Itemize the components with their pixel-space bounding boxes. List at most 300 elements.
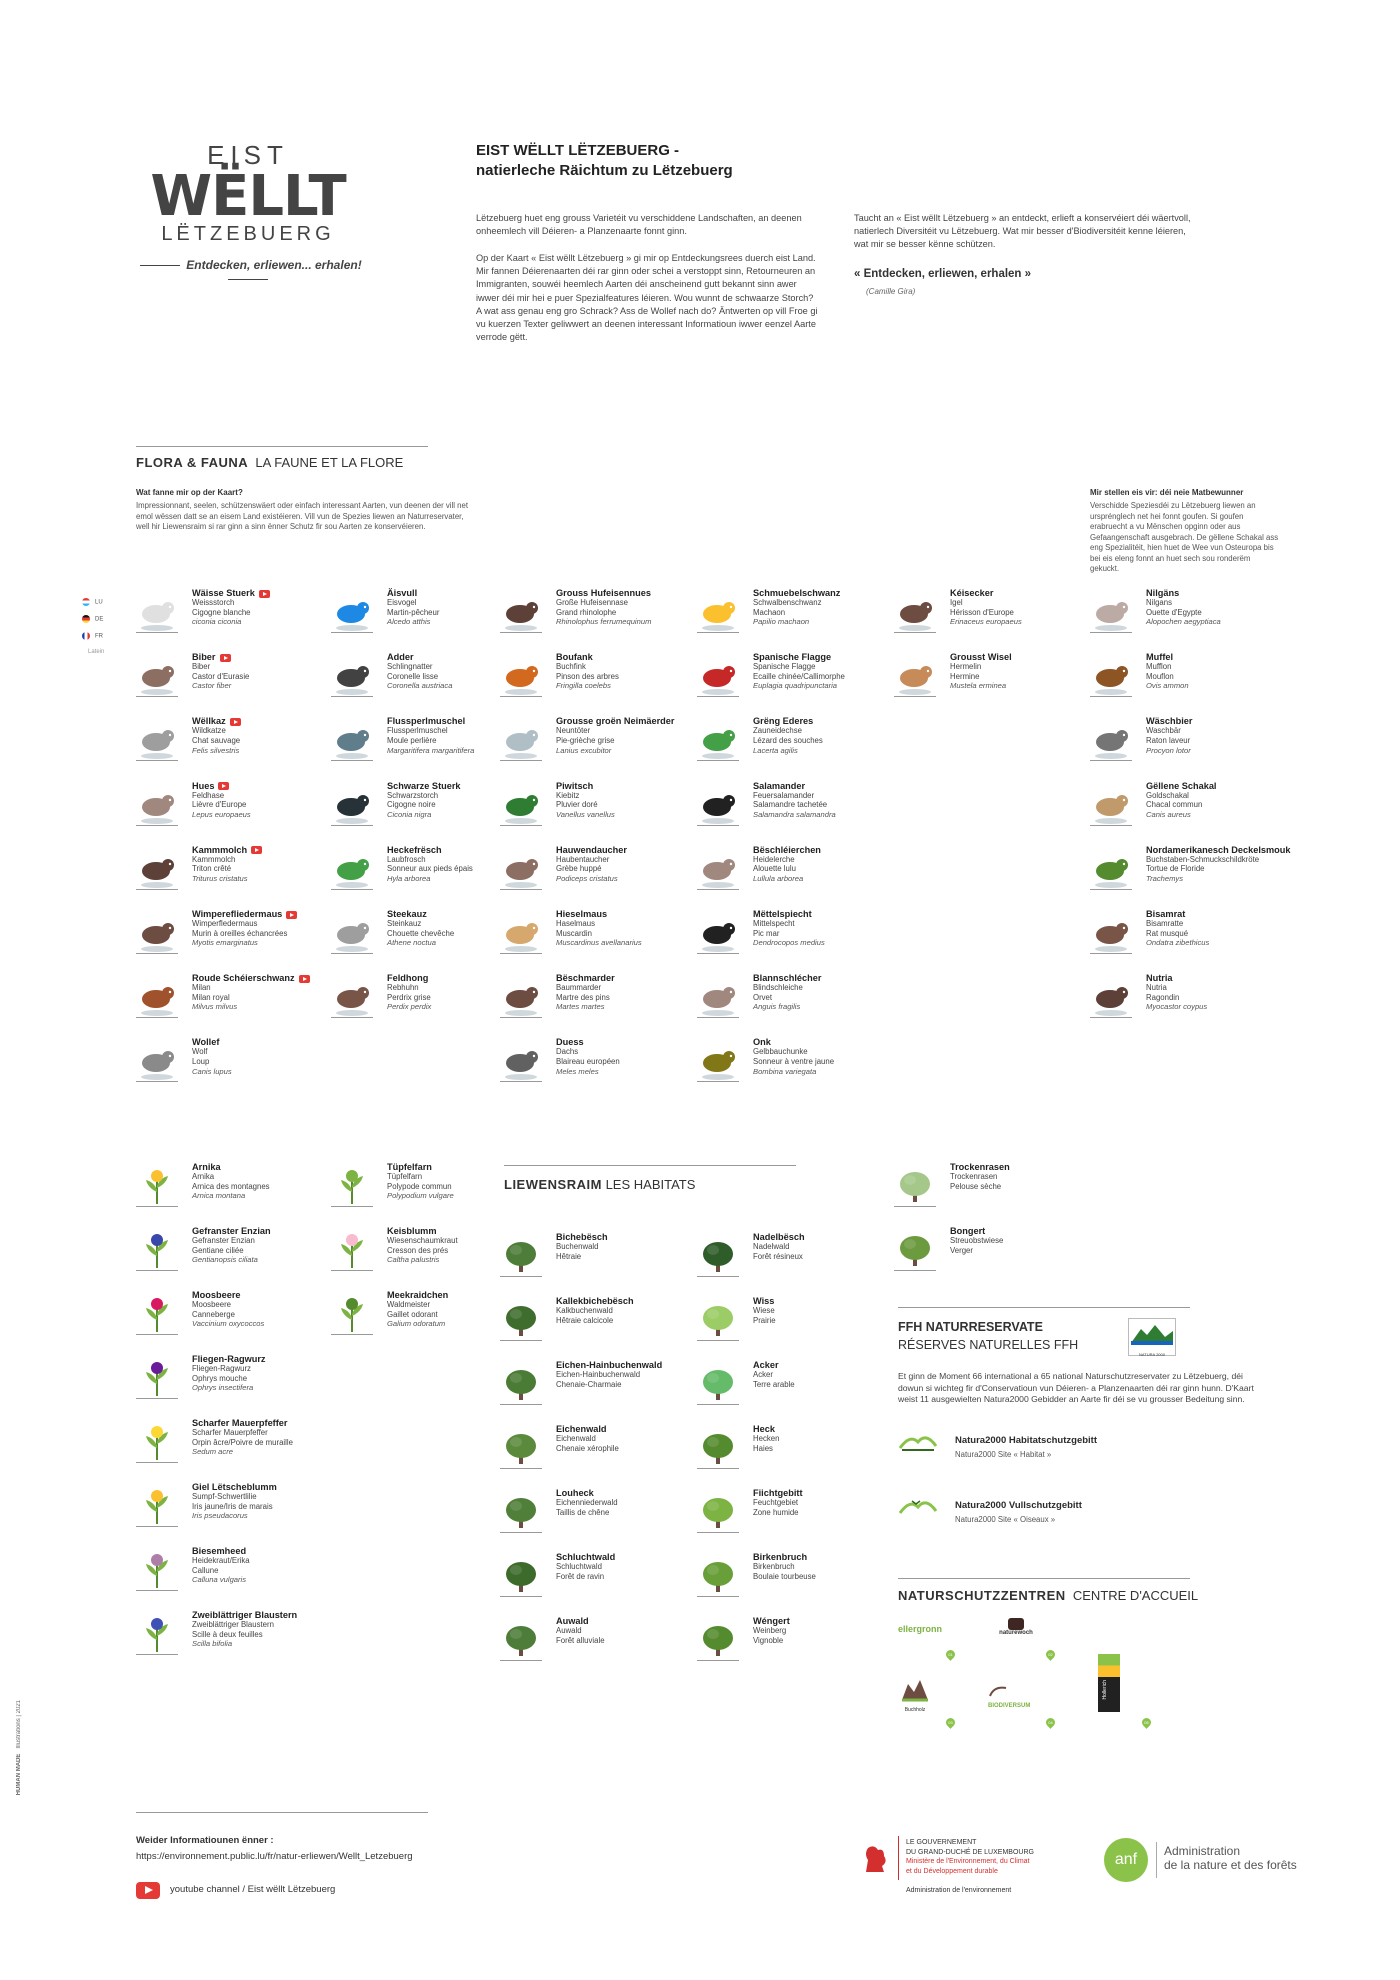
- species-card[interactable]: [136, 909, 326, 961]
- icon-underline: [500, 1404, 542, 1405]
- icon-underline: [894, 1270, 936, 1271]
- species-card[interactable]: [500, 716, 690, 768]
- species-card[interactable]: [136, 1482, 326, 1534]
- species-card[interactable]: [697, 1037, 887, 1089]
- natura2000-logo-icon: [1129, 1319, 1175, 1347]
- species-name-de: Kalkbuchenwald: [556, 1306, 613, 1315]
- species-name-de: Auwald: [556, 1626, 582, 1635]
- youtube-icon[interactable]: [136, 1882, 160, 1899]
- species-card[interactable]: [500, 845, 690, 897]
- species-card[interactable]: [697, 973, 887, 1025]
- species-card[interactable]: [697, 1616, 887, 1668]
- species-card[interactable]: [500, 973, 690, 1025]
- species-name-latin: Caltha palustris: [387, 1255, 440, 1265]
- species-card[interactable]: [136, 1354, 326, 1406]
- legend-de: DE: [82, 615, 122, 623]
- species-card[interactable]: [1090, 844, 1291, 897]
- species-name: Onk: [753, 1037, 771, 1048]
- species-name-latin: Scilla bifolia: [192, 1639, 233, 1649]
- hedge-icon: [697, 1426, 739, 1468]
- species-name: Bëschléierchen: [753, 844, 821, 855]
- horseshoe-bat-icon: [500, 590, 542, 632]
- icon-underline: [697, 1468, 739, 1469]
- lizard-icon: [697, 718, 739, 760]
- icon-underline: [500, 1468, 542, 1469]
- species-name-latin: Dendrocopos medius: [753, 938, 825, 948]
- legend-latin: Latein: [88, 649, 105, 655]
- hare-icon: [136, 783, 178, 825]
- species-name-latin: Podiceps cristatus: [556, 873, 618, 883]
- icon-underline: [331, 760, 373, 761]
- species-name-fr: Boulaie tourbeuse: [753, 1571, 816, 1581]
- species-name-fr: Ophrys mouche: [192, 1373, 248, 1383]
- divider: [898, 1836, 899, 1880]
- species-name-fr: Lièvre d'Europe: [192, 800, 247, 810]
- youtube-icon[interactable]: [230, 718, 241, 726]
- species-name-fr: Blaireau européen: [556, 1056, 620, 1066]
- species-name-de: Wolf: [192, 1047, 208, 1057]
- species-name-latin: Alcedo atthis: [387, 617, 431, 627]
- icon-underline: [500, 953, 542, 954]
- marten-icon: [500, 975, 542, 1017]
- species-name-de: Baummarder: [556, 983, 602, 993]
- species-card[interactable]: [500, 1424, 690, 1476]
- species-name-latin: Ovis ammon: [1146, 681, 1189, 691]
- fern-icon: [331, 1164, 373, 1206]
- species-name-fr: Zone humide: [753, 1507, 799, 1517]
- species-name-de: Buchfink: [556, 662, 586, 672]
- toad-icon: [697, 1039, 739, 1081]
- center-label: Buchholz: [904, 1707, 926, 1713]
- species-name-fr: Rat musqué: [1146, 928, 1189, 938]
- species-card[interactable]: [500, 1232, 690, 1284]
- icon-underline: [1090, 696, 1132, 697]
- species-name-latin: Procyon lotor: [1146, 745, 1191, 755]
- icon-underline: [697, 696, 739, 697]
- center-pin: 05: [1140, 1716, 1153, 1729]
- species-card[interactable]: [697, 1232, 887, 1284]
- species-name-de: Wiesenschaumkraut: [387, 1236, 458, 1245]
- snake-icon: [331, 654, 373, 696]
- muskrat-icon: [1090, 911, 1132, 953]
- government-text: LE GOUVERNEMENT DU GRAND-DUCHÉ DE LUXEMBOURG Ministère de l'Environnement, du Climat et du Développement durable: [906, 1839, 1034, 1875]
- species-name: Schwarze Stuerk: [387, 780, 461, 791]
- species-card[interactable]: [1090, 652, 1280, 704]
- icon-underline: [697, 1596, 739, 1597]
- species-card[interactable]: [136, 1226, 326, 1278]
- species-name-latin: Ciconia nigra: [387, 809, 432, 819]
- species-name: Boufank: [556, 652, 593, 663]
- salamander-icon: [697, 783, 739, 825]
- species-name: Bëschmarder: [556, 973, 615, 984]
- species-name-fr: Salamandre tachetée: [753, 800, 828, 810]
- woodpecker-icon: [697, 911, 739, 953]
- species-card[interactable]: [697, 588, 887, 640]
- species-name-fr: Mouflon: [1146, 671, 1174, 681]
- divider: [1156, 1842, 1157, 1878]
- species-name: Tüpfelfarn: [387, 1162, 432, 1172]
- credit-text: Illustrations | 2021: [16, 1700, 22, 1749]
- species-name-de: Tüpfelfarn: [387, 1172, 423, 1181]
- ffh-text: Et ginn de Moment 66 international a 65 national Naturschutzreservater zu Lëtzebuerg, déi dowun si wichteg fir d'Conservatioun vun Déieren- a Planzenaarten déi rar ginn hunn. D'Kaart weist 11 ausgewielten Natura2000 Gebidder an Aarte fir déi se vu grousser Bedeitung sinn.: [898, 1371, 1254, 1405]
- squill-icon: [136, 1612, 178, 1654]
- species-name-latin: Athene noctua: [387, 938, 436, 948]
- icon-underline: [500, 1081, 542, 1082]
- species-name-de: Haselmaus: [556, 919, 595, 928]
- species-card[interactable]: [136, 1546, 326, 1598]
- species-card[interactable]: [1090, 781, 1280, 833]
- icon-underline: [331, 632, 373, 633]
- species-name-latin: Lanius excubitor: [556, 745, 612, 755]
- species-name-fr: Canneberge: [192, 1309, 235, 1319]
- species-name: Duess: [556, 1037, 584, 1048]
- icon-underline: [697, 1532, 739, 1533]
- species-name-de: Haubentaucher: [556, 854, 610, 864]
- species-card[interactable]: [500, 652, 690, 704]
- species-name-fr: Lézard des souches: [753, 735, 823, 745]
- species-card[interactable]: [697, 716, 887, 768]
- woodlark-icon: [697, 847, 739, 889]
- species-name-de: Gelbbauchunke: [753, 1047, 808, 1057]
- species-name-latin: Iris pseudacorus: [192, 1511, 248, 1521]
- species-name-de: Gefranster Enzian: [192, 1236, 255, 1245]
- species-card[interactable]: [697, 1360, 887, 1412]
- species-name: Hauwendaucher: [556, 844, 627, 855]
- icon-underline: [136, 825, 178, 826]
- species-name: Gefranster Enzian: [192, 1226, 271, 1236]
- center-buchholz[interactable]: [898, 1678, 932, 1713]
- species-name-latin: Castor fiber: [192, 681, 232, 691]
- bat-icon: [136, 911, 178, 953]
- species-name-de: Biber: [192, 662, 211, 672]
- species-name-de: Schwarzstorch: [387, 790, 439, 800]
- species-card[interactable]: [1090, 909, 1280, 961]
- slow-worm-icon: [697, 975, 739, 1017]
- species-name-latin: Vaccinium oxycoccos: [192, 1319, 265, 1329]
- species-name-de: Feuchtgebiet: [753, 1498, 799, 1507]
- species-card[interactable]: [697, 909, 887, 961]
- species-name-de: Schwalbenschwanz: [753, 598, 822, 607]
- youtube-icon[interactable]: [259, 590, 270, 598]
- species-name-de: Weissstorch: [192, 598, 235, 607]
- species-name-de: Scharfer Mauerpfeffer: [192, 1428, 268, 1437]
- icon-underline: [697, 953, 739, 954]
- species-name-de: Zweiblättriger Blaustern: [192, 1620, 274, 1629]
- species-card[interactable]: [136, 1037, 326, 1089]
- species-card[interactable]: [697, 1424, 887, 1476]
- species-name-fr: Hêtraie calcicole: [556, 1315, 614, 1325]
- species-name-latin: Papilio machaon: [753, 617, 810, 627]
- alluvial-forest-icon: [500, 1618, 542, 1660]
- species-name: Nordamerikanesch Deckelsmouk: [1146, 844, 1291, 855]
- species-card[interactable]: [697, 1552, 887, 1604]
- species-name: Zweiblättriger Blaustern: [192, 1610, 298, 1620]
- language-legend: [82, 598, 122, 655]
- species-name-fr: Hérisson d'Europe: [950, 607, 1014, 617]
- species-card[interactable]: [1090, 588, 1280, 640]
- species-card[interactable]: [894, 588, 1084, 640]
- species-name: Grousst Wisel: [950, 652, 1012, 663]
- woodruff-icon: [331, 1292, 373, 1334]
- species-card[interactable]: [894, 652, 1084, 704]
- species-name: Auwald: [556, 1616, 589, 1626]
- species-card[interactable]: [500, 1360, 690, 1412]
- species-card[interactable]: [500, 1616, 690, 1668]
- vineyard-icon: [697, 1618, 739, 1660]
- species-card[interactable]: [331, 716, 521, 768]
- species-card[interactable]: [697, 1296, 887, 1348]
- dormouse-icon: [500, 911, 542, 953]
- species-name: Kallekbichebësch: [556, 1296, 634, 1306]
- center-label: ellergronn: [898, 1624, 943, 1634]
- centers-heading: NATURSCHUTZZENTREN CENTRE D'ACCUEIL: [898, 1588, 1199, 1603]
- species-name-de: Neuntöter: [556, 726, 591, 736]
- species-card[interactable]: [697, 652, 887, 704]
- icon-underline: [331, 1206, 373, 1207]
- anf-text: Administration de la nature et des forêts: [1164, 1844, 1297, 1872]
- center-pin: 02: [1044, 1648, 1057, 1661]
- species-name: Giel Lëtscheblumm: [192, 1482, 277, 1492]
- icon-underline: [1090, 1017, 1132, 1018]
- species-name: Spanische Flagge: [753, 652, 832, 663]
- species-card[interactable]: [500, 1488, 690, 1540]
- species-name-fr: Haies: [753, 1443, 773, 1453]
- species-name-fr: Chenaie xérophile: [556, 1443, 619, 1453]
- species-card[interactable]: [331, 1290, 521, 1342]
- species-name-fr: Cresson des prés: [387, 1245, 449, 1255]
- species-card[interactable]: [500, 1296, 690, 1348]
- oak-hornbeam-forest-icon: [500, 1362, 542, 1404]
- center-biodiversum[interactable]: [988, 1684, 1044, 1709]
- species-card[interactable]: [331, 588, 521, 640]
- icon-underline: [697, 760, 739, 761]
- chaffinch-icon: [500, 654, 542, 696]
- species-name-de: Acker: [753, 1370, 773, 1379]
- species-name-de: Heidelerche: [753, 854, 795, 864]
- flora-fauna-heading: FLORA & FAUNA LA FAUNE ET LA FLORE: [136, 455, 404, 470]
- species-name-fr: Chouette chevêche: [387, 928, 455, 938]
- species-name-latin: Triturus cristatus: [192, 873, 248, 883]
- ffh-bird-item: [898, 1493, 938, 1524]
- species-card[interactable]: [894, 1162, 1084, 1214]
- youtube-link[interactable]: youtube channel / Eist wëllt Lëtzebuerg: [170, 1884, 336, 1895]
- species-name: Biber: [192, 652, 332, 662]
- center-label: naturewoch: [999, 1630, 1033, 1636]
- species-card[interactable]: [1090, 973, 1280, 1025]
- icon-underline: [500, 825, 542, 826]
- species-name-latin: Rhinolophus ferrumequinum: [556, 617, 652, 627]
- species-card[interactable]: [697, 1488, 887, 1540]
- species-name-fr: Iris jaune/Iris de marais: [192, 1501, 273, 1511]
- species-card[interactable]: [500, 909, 690, 961]
- intro-para2: Op der Kaart « Eist wëllt Lëtzebuerg » gi mir op Entdeckungsrees duerch eist Land. Mir fannen Déierenaarten déi rar ginn oder schei a verstoppt sinn, Retourneuren an Immigranten, souwéi heemlech Aarten déi anscheinend gutt bekannt sinn awer iwwer déi mir hei e puer Spezialfeatures léieren. Wou wunnt de schwaarze Storch? A wat ass genau eng gro Schrack? Ass de Wollef nach do? Äntwerten op vill Froe gi vu kuerzen Texter geliwwert an deenen interessant Informatioun iwwer eenzel Aarte verrode gëtt.: [476, 253, 818, 343]
- meadow-icon: [697, 1298, 739, 1340]
- center-hollerich[interactable]: [1098, 1654, 1120, 1712]
- icon-underline: [500, 632, 542, 633]
- species-name: Acker: [753, 1360, 779, 1370]
- youtube-icon[interactable]: [299, 975, 310, 983]
- species-card[interactable]: [500, 588, 690, 640]
- icon-underline: [697, 1340, 739, 1341]
- youtube-icon[interactable]: [218, 782, 229, 790]
- species-card[interactable]: [136, 1610, 326, 1662]
- species-card[interactable]: [331, 781, 521, 833]
- intro-para1: Lëtzebuerg huet eng grouss Varietéit vu verschiddene Landschaften, an deenen onheemlech vill Déieren- a Planzenaarte fonnt ginn.: [476, 213, 802, 237]
- species-name-fr: Triton crêté: [192, 864, 232, 874]
- species-card[interactable]: [500, 1037, 690, 1089]
- species-name-de: Streuobstwiese: [950, 1236, 1004, 1245]
- species-card[interactable]: [1090, 716, 1280, 768]
- icon-underline: [136, 632, 178, 633]
- icon-underline: [331, 889, 373, 890]
- species-card[interactable]: [136, 845, 326, 897]
- icon-underline: [697, 889, 739, 890]
- species-name-de: Trockenrasen: [950, 1172, 998, 1181]
- youtube-icon[interactable]: [286, 911, 297, 919]
- species-name-fr: Murin à oreilles échancrées: [192, 928, 288, 938]
- species-card[interactable]: [136, 973, 326, 1025]
- species-name-fr: Sonneur aux pieds épais: [387, 864, 473, 874]
- legend-fr: FR: [82, 632, 122, 640]
- species-card[interactable]: [331, 1162, 521, 1214]
- species-name-latin: Anguis fragilis: [753, 1002, 801, 1012]
- species-name-fr: Forêt résineux: [753, 1251, 803, 1261]
- species-name-de: Heidekraut/Erika: [192, 1556, 250, 1565]
- ffh-item-sub: Natura2000 Site « Habitat »: [955, 1450, 1052, 1459]
- icon-underline: [500, 889, 542, 890]
- species-name-latin: Felis silvestris: [192, 745, 240, 755]
- wolf-icon: [136, 1039, 178, 1081]
- ravine-forest-icon: [500, 1554, 542, 1596]
- species-name-de: Mufflon: [1146, 662, 1172, 672]
- icon-underline: [136, 1398, 178, 1399]
- icon-underline: [697, 1081, 739, 1082]
- quote-author: (Camille Gira): [866, 287, 916, 296]
- logo-line1: EIST: [207, 140, 289, 170]
- more-info-label: Weider Informatiounen ënner :: [136, 1835, 274, 1846]
- center-naturewoch[interactable]: [996, 1618, 1036, 1644]
- species-name: Piwitsch: [556, 780, 594, 791]
- species-card[interactable]: [136, 1162, 326, 1214]
- oak-forest-icon: [500, 1426, 542, 1468]
- icon-underline: [136, 1654, 178, 1655]
- species-name: Eichenwald: [556, 1424, 607, 1434]
- more-info-link[interactable]: https://environnement.public.lu/fr/natur-erliewen/Wellt_Letzebuerg: [136, 1851, 413, 1862]
- species-card[interactable]: [331, 973, 521, 1025]
- species-card[interactable]: [136, 1290, 326, 1342]
- species-name: Roude Schéierschwanz: [192, 973, 332, 983]
- habitats-heading: LIEWENSRAIM LES HABITATS: [504, 1177, 696, 1192]
- species-name-fr: Coronelle lisse: [387, 671, 439, 681]
- species-card[interactable]: [331, 1226, 521, 1278]
- species-name-fr: Chat sauvage: [192, 735, 241, 745]
- species-name: Heck: [753, 1424, 775, 1434]
- species-name: Grëng Ederes: [753, 716, 814, 727]
- divider: [136, 446, 428, 447]
- center-pin: 03: [944, 1716, 957, 1729]
- species-card[interactable]: [136, 1418, 326, 1470]
- species-card[interactable]: [331, 845, 521, 897]
- ffh-title-fr: RÉSERVES NATURELLES FFH: [898, 1338, 1079, 1352]
- species-name-de: Buchenwald: [556, 1242, 599, 1251]
- ffh-item-sub: Natura2000 Site « Oiseaux »: [955, 1515, 1056, 1524]
- youtube-icon[interactable]: [220, 654, 231, 662]
- species-name: Nilgäns: [1146, 588, 1180, 598]
- species-name-de: Feuersalamander: [753, 790, 815, 800]
- conifer-forest-icon: [697, 1234, 739, 1276]
- species-name-de: Wildkatze: [192, 726, 226, 736]
- species-name: Heckefrësch: [387, 844, 442, 855]
- species-card[interactable]: [136, 716, 326, 768]
- raccoon-icon: [1090, 718, 1132, 760]
- species-card[interactable]: [500, 1552, 690, 1604]
- species-name: Kammmolch: [192, 845, 332, 855]
- cranberry-icon: [136, 1292, 178, 1334]
- intro-para3: Taucht an « Eist wëllt Lëtzebuerg » an entdeckt, erlieft a konservéiert déi wäertvoll, natierlech Diversitéit vu Lëtzebuerg. Wat mir besser d'Biodiversitéit kenne léieren, wat mir se besser kënne schützen.: [854, 213, 1191, 250]
- species-name: Hieselmaus: [556, 909, 608, 919]
- icon-underline: [136, 760, 178, 761]
- species-name-latin: Polypodium vulgare: [387, 1191, 454, 1201]
- natura2000-logo: [1128, 1318, 1176, 1356]
- wildcat-icon: [136, 718, 178, 760]
- species-card[interactable]: [136, 652, 326, 704]
- species-name-latin: Canis aureus: [1146, 809, 1191, 819]
- species-name-de: Birkenbruch: [753, 1562, 795, 1571]
- youtube-icon[interactable]: [251, 846, 262, 854]
- beaver-icon: [136, 654, 178, 696]
- species-name: Birkenbruch: [753, 1552, 808, 1562]
- species-card[interactable]: [697, 845, 887, 897]
- species-name-latin: Myotis emarginatus: [192, 938, 258, 948]
- egyptian-goose-icon: [1090, 590, 1132, 632]
- beech-forest-icon: [500, 1234, 542, 1276]
- center-pin: 01: [944, 1648, 957, 1661]
- dry-grassland-icon: [894, 1164, 936, 1206]
- species-card[interactable]: [331, 909, 521, 961]
- cuckooflower-icon: [331, 1228, 373, 1270]
- moth-icon: [697, 654, 739, 696]
- center-ellergronn[interactable]: [898, 1624, 943, 1634]
- mussel-icon: [331, 718, 373, 760]
- icon-underline: [136, 1590, 178, 1591]
- species-name: Fliegen-Ragwurz: [192, 1354, 266, 1364]
- species-card[interactable]: [894, 1226, 1084, 1278]
- icon-underline: [697, 825, 739, 826]
- species-name-fr: Hêtraie: [556, 1251, 582, 1261]
- species-card[interactable]: [697, 781, 887, 833]
- species-name-fr: Gentiane ciliée: [192, 1245, 244, 1255]
- species-name-fr: Pelouse sèche: [950, 1181, 1002, 1191]
- species-name: Schluchtwald: [556, 1552, 616, 1562]
- species-name-de: Feldhase: [192, 790, 225, 800]
- credit-vertical: [16, 1700, 30, 1820]
- species-card[interactable]: [331, 652, 521, 704]
- species-name-fr: Grèbe huppé: [556, 864, 602, 874]
- species-card[interactable]: [136, 781, 326, 833]
- species-name-latin: Arnica montana: [192, 1191, 246, 1201]
- species-name-latin: Hyla arborea: [387, 873, 431, 883]
- species-name-fr: Ecaille chinée/Callimorphe: [753, 671, 845, 681]
- species-name-fr: Taillis de chêne: [556, 1507, 610, 1517]
- species-name-de: Dachs: [556, 1047, 579, 1057]
- legend-lu: LU: [82, 598, 122, 606]
- species-card[interactable]: [500, 781, 690, 833]
- species-name-latin: Lacerta agilis: [753, 745, 798, 755]
- species-card[interactable]: [136, 588, 326, 640]
- species-name-de: Eichenniederwald: [556, 1498, 618, 1507]
- species-name-de: Eichen-Hainbuchenwald: [556, 1370, 641, 1379]
- icon-underline: [136, 696, 178, 697]
